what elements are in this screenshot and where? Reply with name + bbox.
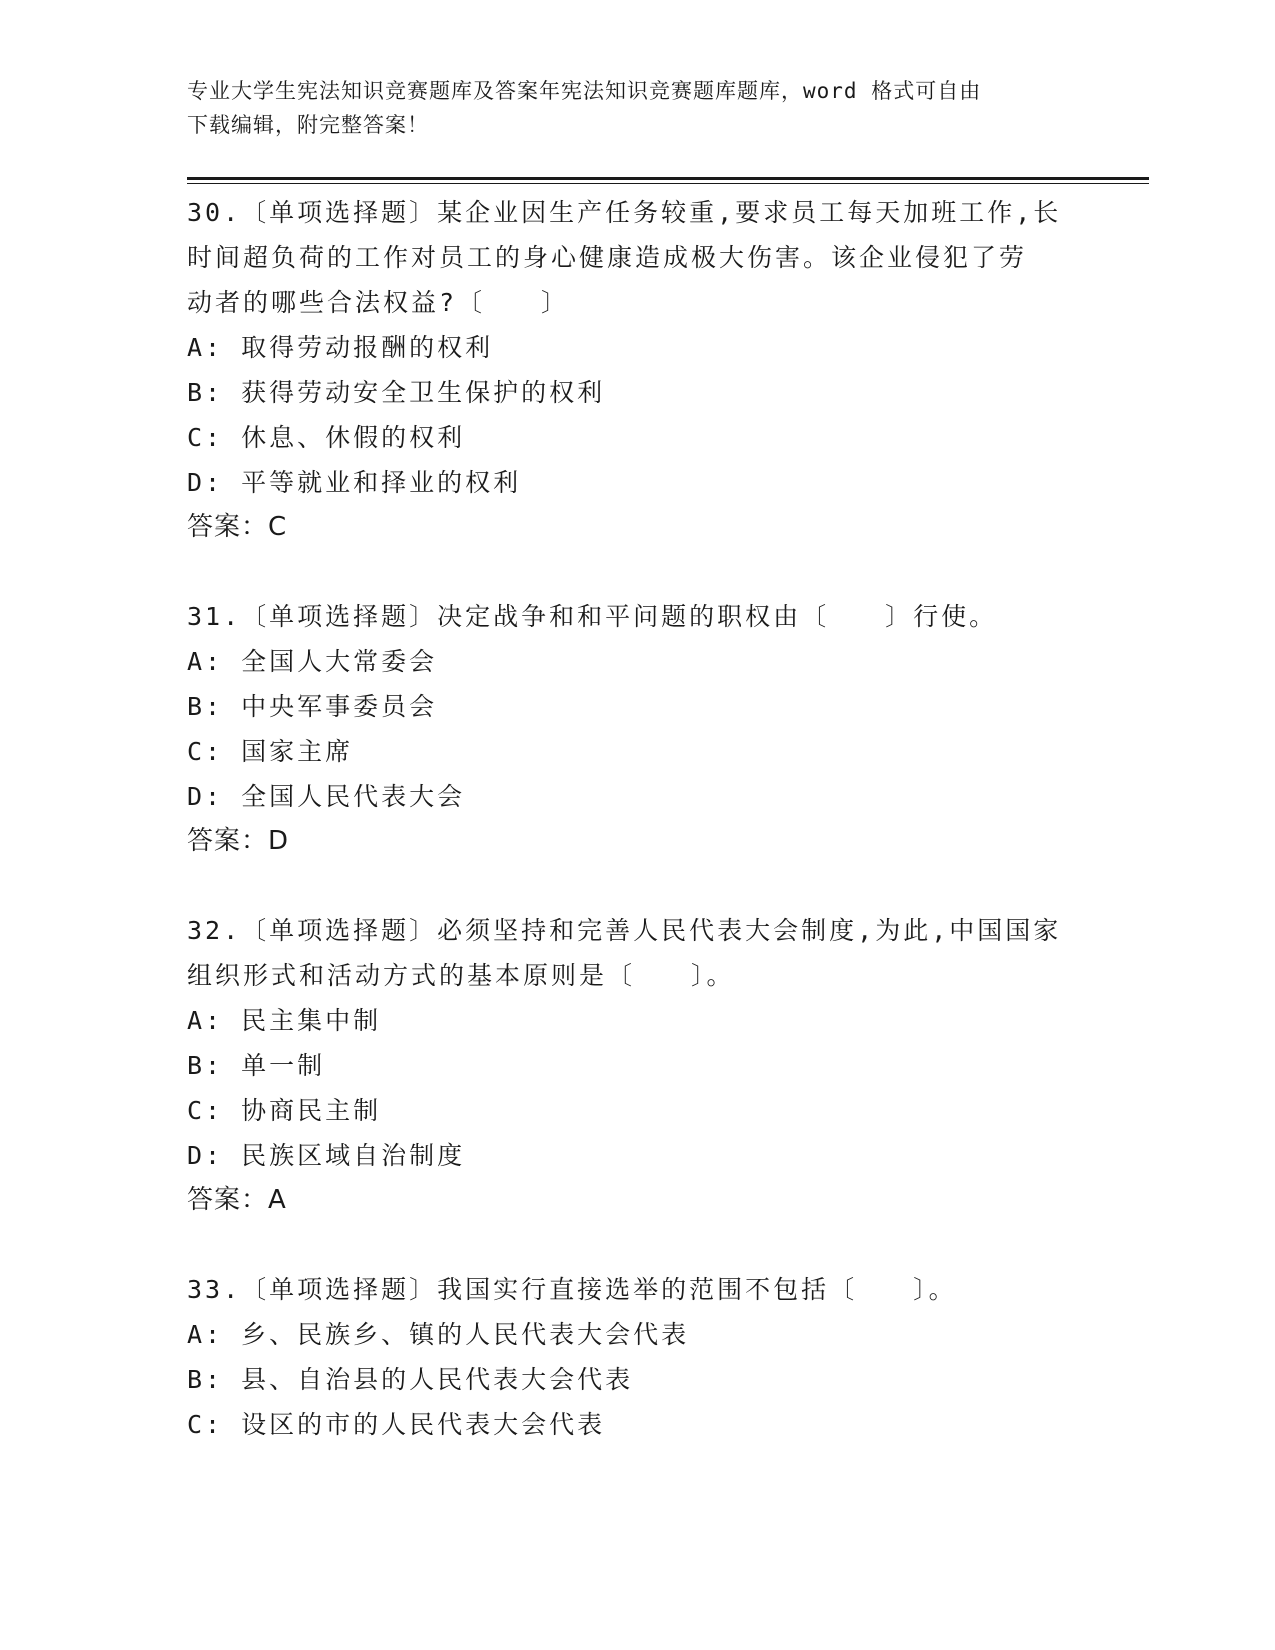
- option-a: A: 取得劳动报酬的权利: [187, 333, 494, 362]
- header-divider-thin: [187, 183, 1149, 184]
- answer-line: 答案：D: [187, 826, 290, 856]
- answer-line: 答案：C: [187, 512, 288, 542]
- option-c: C: 协商民主制: [187, 1096, 382, 1125]
- option-b: B: 单一制: [187, 1051, 326, 1080]
- option-a: A: 民主集中制: [187, 1006, 382, 1035]
- option-b: B: 获得劳动安全卫生保护的权利: [187, 378, 606, 407]
- question-33: [187, 1267, 1087, 1447]
- question-31: [187, 594, 1087, 864]
- question-text-line: 30.〔单项选择题〕某企业因生产任务较重,要求员工每天加班工作,长: [187, 198, 1062, 227]
- question-text-line: 32.〔单项选择题〕必须坚持和完善人民代表大会制度,为此,中国国家: [187, 916, 1062, 945]
- answer-line: 答案：A: [187, 1185, 287, 1215]
- option-c: C: 国家主席: [187, 737, 354, 766]
- option-d: D: 平等就业和择业的权利: [187, 468, 522, 497]
- header-line-2: 下载编辑，附完整答案！: [187, 113, 429, 137]
- header-divider-thick: [187, 177, 1149, 180]
- question-32: [187, 908, 1087, 1223]
- document-header: [187, 74, 1087, 142]
- question-30: [187, 190, 1087, 550]
- option-a: A: 乡、民族乡、镇的人民代表大会代表: [187, 1320, 690, 1349]
- question-text-line: 31.〔单项选择题〕决定战争和和平问题的职权由〔 〕行使。: [187, 602, 998, 631]
- option-b: B: 县、自治县的人民代表大会代表: [187, 1365, 634, 1394]
- question-text-line: 组织形式和活动方式的基本原则是〔 〕。: [187, 961, 735, 990]
- question-list: [187, 190, 1087, 1447]
- question-text-line: 时间超负荷的工作对员工的身心健康造成极大伤害。该企业侵犯了劳: [187, 243, 1028, 272]
- option-c: C: 设区的市的人民代表大会代表: [187, 1410, 606, 1439]
- header-line-1: 专业大学生宪法知识竞赛题库及答案年宪法知识竞赛题库题库，word 格式可自由: [187, 79, 982, 103]
- question-text-line: 动者的哪些合法权益?〔 〕: [187, 288, 570, 317]
- option-d: D: 全国人民代表大会: [187, 782, 466, 811]
- option-a: A: 全国人大常委会: [187, 647, 438, 676]
- option-c: C: 休息、休假的权利: [187, 423, 466, 452]
- question-text-line: 33.〔单项选择题〕我国实行直接选举的范围不包括〔 〕。: [187, 1275, 957, 1304]
- option-d: D: 民族区域自治制度: [187, 1141, 466, 1170]
- option-b: B: 中央军事委员会: [187, 692, 438, 721]
